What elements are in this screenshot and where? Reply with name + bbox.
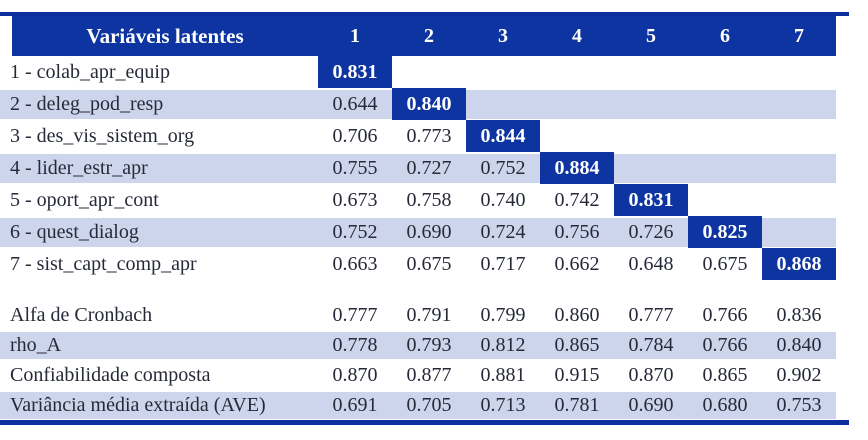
variable-value-cell: 0.724: [480, 221, 526, 243]
variable-value-cell: 0.727: [406, 157, 452, 179]
empty-cell: [540, 88, 614, 120]
diagonal-value-cell: 0.840: [392, 88, 466, 120]
statistic-value-cell: 0.778: [332, 334, 378, 356]
empty-cell: [614, 152, 688, 184]
empty-cell: [762, 120, 836, 152]
header-column-1: 1: [350, 25, 360, 47]
variable-value-cell: 0.673: [332, 189, 378, 211]
header-column-6: 6: [720, 25, 730, 47]
reliability-statistics-section: [0, 300, 836, 420]
variable-value-cell: 0.756: [554, 221, 600, 243]
empty-cell: [762, 56, 836, 88]
variable-label: 7 - sist_capt_comp_apr: [10, 253, 197, 275]
diagonal-value-cell: 0.831: [614, 184, 688, 216]
empty-cell: [688, 184, 762, 216]
variable-value-cell: 0.675: [406, 253, 452, 275]
statistic-value-cell: 0.877: [406, 364, 452, 386]
statistic-value-cell: 0.870: [628, 364, 674, 386]
statistic-value-cell: 0.766: [702, 304, 748, 326]
variable-label: 6 - quest_dialog: [10, 221, 139, 243]
variable-label: 3 - des_vis_sistem_org: [10, 125, 195, 147]
variable-label: 2 - deleg_pod_resp: [10, 93, 164, 115]
header-variables-label: Variáveis latentes: [86, 24, 244, 48]
statistic-value-cell: 0.777: [332, 304, 378, 326]
statistic-label: Confiabilidade composta: [10, 364, 211, 386]
statistic-value-cell: 0.713: [480, 394, 526, 416]
statistic-row: [0, 390, 836, 420]
empty-cell: [614, 88, 688, 120]
statistic-value-cell: 0.865: [554, 334, 600, 356]
header-column-2: 2: [424, 25, 434, 47]
variable-value-cell: 0.717: [480, 253, 526, 275]
variable-value-cell: 0.726: [628, 221, 674, 243]
header-column-7: 7: [794, 25, 804, 47]
statistic-value-cell: 0.840: [776, 334, 822, 356]
statistic-row: [0, 330, 836, 360]
variable-label: 1 - colab_apr_equip: [10, 61, 170, 83]
variable-value-cell: 0.690: [406, 221, 452, 243]
variable-value-cell: 0.742: [554, 189, 600, 211]
variable-label: 4 - lider_estr_apr: [10, 157, 148, 179]
empty-cell: [540, 120, 614, 152]
variable-value-cell: 0.758: [406, 189, 452, 211]
table-bottom-border: [0, 420, 849, 425]
empty-cell: [466, 56, 540, 88]
table-header-row: [12, 16, 836, 56]
empty-cell: [392, 56, 466, 88]
statistic-value-cell: 0.881: [480, 364, 526, 386]
variable-value-cell: 0.755: [332, 157, 378, 179]
empty-cell: [762, 184, 836, 216]
variable-value-cell: 0.644: [332, 93, 378, 115]
variable-value-cell: 0.706: [332, 125, 378, 147]
statistic-label: Variância média extraída (AVE): [10, 394, 266, 416]
empty-cell: [688, 88, 762, 120]
statistic-value-cell: 0.865: [702, 364, 748, 386]
statistic-value-cell: 0.766: [702, 334, 748, 356]
diagonal-value-cell: 0.831: [318, 56, 392, 88]
diagonal-value-cell: 0.844: [466, 120, 540, 152]
variable-row: [0, 56, 836, 88]
header-column-5: 5: [646, 25, 656, 47]
empty-cell: [614, 120, 688, 152]
header-column-4: 4: [572, 25, 582, 47]
variable-row: [0, 88, 836, 120]
variable-value-cell: 0.675: [702, 253, 748, 275]
statistic-value-cell: 0.799: [480, 304, 526, 326]
variable-row: [0, 120, 836, 152]
variable-value-cell: 0.663: [332, 253, 378, 275]
empty-cell: [614, 56, 688, 88]
variable-value-cell: 0.648: [628, 253, 674, 275]
empty-cell: [762, 152, 836, 184]
statistic-value-cell: 0.753: [776, 394, 822, 416]
empty-cell: [466, 88, 540, 120]
statistic-value-cell: 0.915: [554, 364, 600, 386]
statistic-value-cell: 0.836: [776, 304, 822, 326]
variable-row: [0, 216, 836, 248]
statistic-value-cell: 0.812: [480, 334, 526, 356]
variable-label: 5 - oport_apr_cont: [10, 189, 159, 211]
statistic-value-cell: 0.705: [406, 394, 452, 416]
statistic-value-cell: 0.791: [406, 304, 452, 326]
empty-cell: [540, 56, 614, 88]
statistic-value-cell: 0.860: [554, 304, 600, 326]
variable-value-cell: 0.662: [554, 253, 600, 275]
variable-row: [0, 152, 836, 184]
header-column-3: 3: [498, 25, 508, 47]
diagonal-value-cell: 0.884: [540, 152, 614, 184]
statistic-value-cell: 0.784: [628, 334, 674, 356]
correlation-matrix-section: [0, 56, 836, 280]
variable-value-cell: 0.740: [480, 189, 526, 211]
statistic-value-cell: 0.902: [776, 364, 822, 386]
empty-cell: [688, 120, 762, 152]
statistic-label: Alfa de Cronbach: [10, 304, 153, 326]
variable-row: [0, 248, 836, 280]
statistic-value-cell: 0.691: [332, 394, 378, 416]
variable-value-cell: 0.773: [406, 125, 452, 147]
statistic-label: rho_A: [10, 334, 62, 356]
empty-cell: [762, 216, 836, 248]
empty-cell: [688, 56, 762, 88]
statistic-value-cell: 0.870: [332, 364, 378, 386]
statistic-value-cell: 0.680: [702, 394, 748, 416]
statistic-value-cell: 0.777: [628, 304, 674, 326]
statistic-row: [0, 360, 836, 390]
variable-row: [0, 184, 836, 216]
statistic-value-cell: 0.690: [628, 394, 674, 416]
statistic-value-cell: 0.781: [554, 394, 600, 416]
empty-cell: [762, 88, 836, 120]
diagonal-value-cell: 0.868: [762, 248, 836, 280]
statistic-value-cell: 0.793: [406, 334, 452, 356]
diagonal-value-cell: 0.825: [688, 216, 762, 248]
variable-value-cell: 0.752: [480, 157, 526, 179]
statistic-row: [0, 300, 836, 330]
empty-cell: [688, 152, 762, 184]
variable-value-cell: 0.752: [332, 221, 378, 243]
